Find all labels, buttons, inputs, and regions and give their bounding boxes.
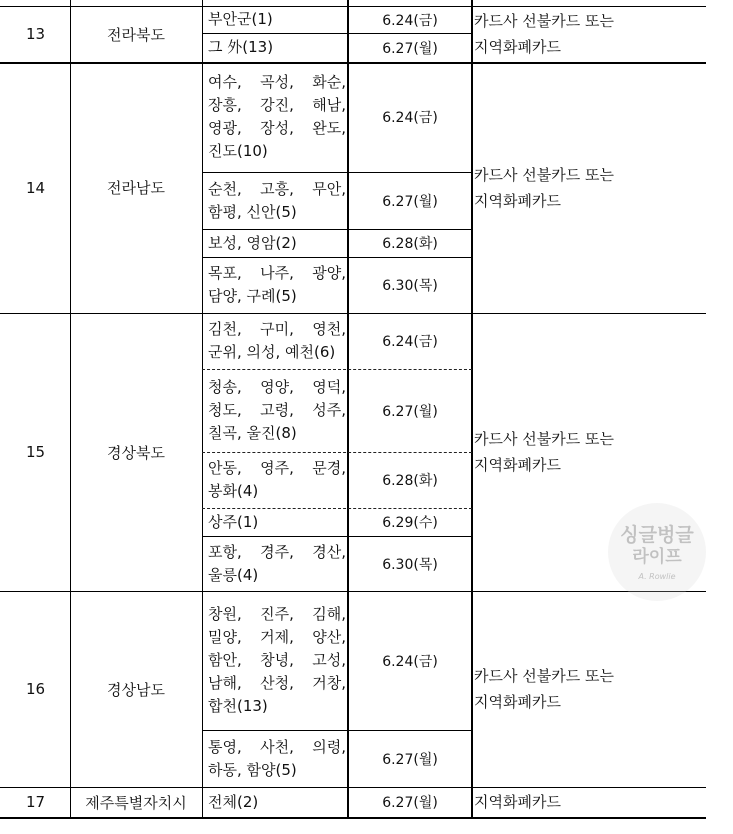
column-divider [70,0,71,818]
payment-date: 6.27(월) [382,403,438,420]
province-name: 전라남도 [107,179,165,197]
district-list: 상주(1) [208,512,259,531]
payment-date: 6.27(월) [382,40,438,57]
sub-row-divider [202,33,472,34]
payment-date: 6.30(목) [382,278,438,294]
district-list: 목포, 나주, 광양, 담양, 구례(5) [208,264,346,305]
watermark-text: 싱글벙글 [620,523,694,546]
row-number: 13 [26,25,46,43]
payment-date: 6.24(금) [382,653,438,670]
payment-date: 6.27(월) [382,751,438,768]
district-list: 포항, 경주, 경산, 울릉(4) [208,542,346,584]
payment-method: 카드사 선불카드 또는 지역화폐카드 [474,165,614,210]
payment-method: 지역화폐카드 [474,793,561,811]
sub-row-divider [202,172,472,173]
sub-row-divider [202,229,472,230]
payment-method: 카드사 선불카드 또는 지역화폐카드 [474,667,614,711]
payment-date: 6.27(월) [382,795,438,811]
sub-row-divider [202,536,472,537]
watermark-signature: A. Rowlie [638,571,676,581]
row-number: 17 [26,793,46,811]
district-list: 전체(2) [208,792,259,811]
row-number: 16 [26,680,46,698]
payment-date: 6.24(금) [382,334,438,350]
district-list: 안동, 영주, 문경, 봉화(4) [208,459,346,500]
district-list: 순천, 고흥, 무안, 함평, 신안(5) [208,179,346,221]
row-divider [0,6,706,7]
payment-method: 카드사 선불카드 또는 지역화폐카드 [474,12,614,56]
blog-watermark-logo [608,503,706,601]
sub-row-divider [202,508,472,509]
column-divider [202,0,203,818]
row-divider [0,62,706,64]
district-list: 청송, 영양, 영덕, 청도, 고령, 성주, 칠곡, 울진(8) [208,378,346,442]
province-name: 경상북도 [107,443,165,462]
column-divider [347,0,349,818]
row-divider [0,817,706,819]
payment-date: 6.24(금) [382,110,438,126]
district-list: 보성, 영암(2) [208,233,297,252]
payment-date: 6.30(목) [382,556,438,573]
payment-date: 6.28(화) [382,236,438,252]
row-divider [0,787,706,788]
watermark-text: 라이프 [632,546,682,567]
district-list: 부안군(1) [208,10,273,28]
payment-method: 카드사 선불카드 또는 지역화폐카드 [474,430,614,474]
payment-date: 6.29(수) [382,515,438,531]
sub-row-divider [202,452,472,453]
sub-row-divider [202,730,472,731]
district-list: 김천, 구미, 영천, 군위, 의성, 예천(6) [208,320,346,361]
row-divider [0,591,706,592]
row-number: 15 [26,443,46,461]
district-list: 창원, 진주, 김해, 밀양, 거제, 양산, 함안, 창녕, 고성, 남해, 산청, 거창, 합천(13) [208,605,346,715]
province-name: 경상남도 [107,680,165,699]
sub-row-divider [202,257,472,258]
row-divider [0,313,706,314]
district-list: 그 外(13) [208,38,274,56]
payment-date: 6.24(금) [382,12,438,29]
payment-date: 6.28(화) [382,473,438,489]
payment-date: 6.27(월) [382,193,438,210]
district-list: 통영, 사천, 의령, 하동, 함양(5) [208,737,346,779]
district-list: 여수, 곡성, 화순, 장흥, 강진, 해남, 영광, 장성, 완도, 진도(10) [208,73,346,160]
province-name: 제주특별자치시 [85,793,187,812]
row-number: 14 [26,178,46,197]
province-name: 전라북도 [107,25,165,44]
column-divider [471,0,473,818]
sub-row-divider [202,369,472,370]
